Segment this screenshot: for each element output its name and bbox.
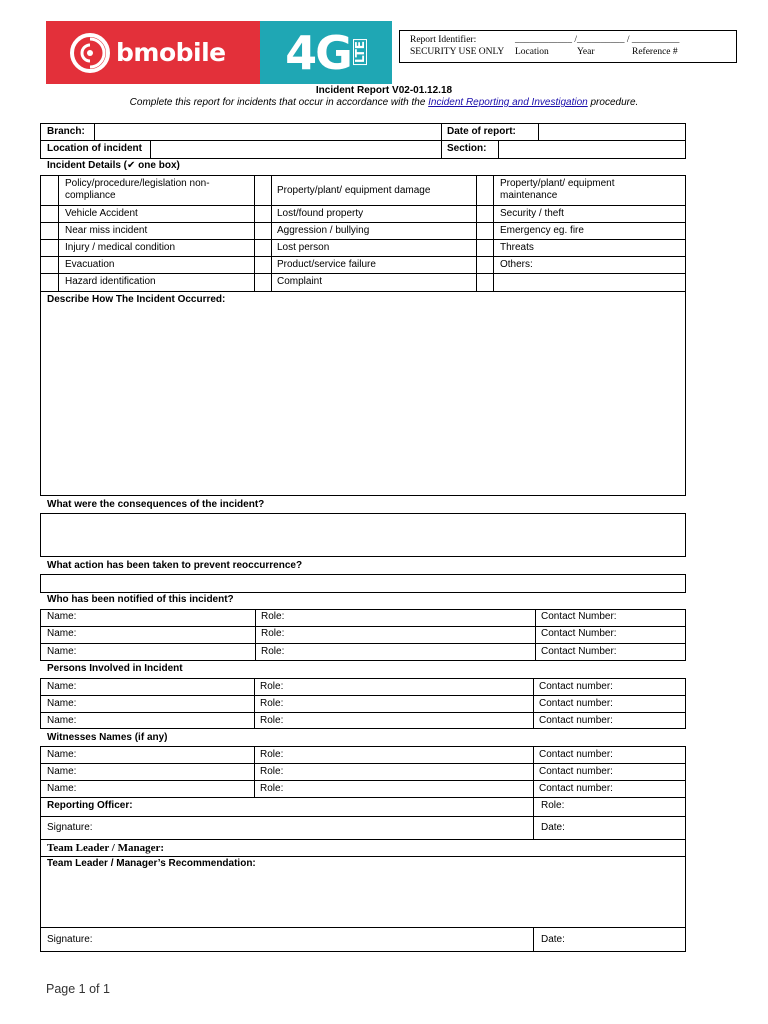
swirl-icon <box>68 31 112 75</box>
notified-name-2[interactable]: Name: <box>47 628 77 639</box>
checkbox-others[interactable] <box>477 257 493 273</box>
checkbox-property-maintenance[interactable] <box>477 176 493 205</box>
location-label: Location of incident <box>47 143 142 154</box>
witness-name-1[interactable]: Name: <box>47 749 77 760</box>
person-name-3[interactable]: Name: <box>47 715 77 726</box>
brand-name: bmobile <box>116 38 226 67</box>
date-of-report-label: Date of report: <box>447 126 516 137</box>
person-role-3[interactable]: Role: <box>260 715 284 726</box>
type-property-maintenance: Property/plant/ equipment maintenance <box>500 178 615 201</box>
action-input[interactable] <box>40 574 686 593</box>
checkbox-property-damage[interactable] <box>255 176 271 205</box>
describe-incident-area[interactable] <box>40 291 686 496</box>
notified-contact-3[interactable]: Contact Number: <box>541 646 617 657</box>
recommendation-label: Team Leader / Manager’s Recommendation: <box>47 858 256 869</box>
reporting-officer-role[interactable]: Role: <box>541 800 565 811</box>
witness-name-3[interactable]: Name: <box>47 783 77 794</box>
type-lost-person: Lost person <box>277 242 330 253</box>
consequences-label: What were the consequences of the incident? <box>47 499 265 510</box>
witness-role-3[interactable]: Role: <box>260 783 284 794</box>
type-security-theft: Security / theft <box>500 208 564 219</box>
checkbox-injury[interactable] <box>41 240 58 256</box>
witness-contact-3[interactable]: Contact number: <box>539 783 613 794</box>
checkbox-product-failure[interactable] <box>255 257 271 273</box>
page-number: Page 1 of 1 <box>46 982 110 996</box>
procedure-link[interactable]: Incident Reporting and Investigation <box>428 97 588 108</box>
notified-role-2[interactable]: Role: <box>261 628 285 639</box>
type-policy: Policy/procedure/legislation non-compliance <box>65 178 210 201</box>
location-input[interactable] <box>152 141 440 158</box>
bmobile-logo <box>46 21 260 84</box>
notified-role-3[interactable]: Role: <box>261 646 285 657</box>
notified-label: Who has been notified of this incident? <box>47 594 234 605</box>
type-lost-found: Lost/found property <box>277 208 364 219</box>
witness-role-1[interactable]: Role: <box>260 749 284 760</box>
person-name-1[interactable]: Name: <box>47 681 77 692</box>
person-name-2[interactable]: Name: <box>47 698 77 709</box>
date-of-report-input[interactable] <box>540 124 685 139</box>
checkbox-blank[interactable] <box>477 274 493 291</box>
witness-contact-1[interactable]: Contact number: <box>539 749 613 760</box>
person-contact-1[interactable]: Contact number: <box>539 681 613 692</box>
report-identifier-label: Report Identifier: <box>410 35 477 45</box>
person-contact-3[interactable]: Contact number: <box>539 715 613 726</box>
checkbox-emergency[interactable] <box>477 223 493 239</box>
report-identifier-box <box>399 30 737 63</box>
witness-contact-2[interactable]: Contact number: <box>539 766 613 777</box>
checkbox-hazard[interactable] <box>41 274 58 291</box>
manager-date[interactable]: Date: <box>541 934 565 945</box>
report-identifier-blanks[interactable]: ____________ /__________ / __________ <box>515 35 680 45</box>
team-leader-label: Team Leader / Manager: <box>47 842 165 854</box>
type-aggression: Aggression / bullying <box>277 225 370 236</box>
section-input[interactable] <box>500 141 685 158</box>
subtitle-text: Complete this report for incidents that occur in accordance with the <box>129 97 426 108</box>
4g-lte-logo <box>260 21 392 84</box>
checkbox-security-theft[interactable] <box>477 206 493 222</box>
page-subtitle <box>0 97 768 108</box>
type-threats: Threats <box>500 242 534 253</box>
type-vehicle-accident: Vehicle Accident <box>65 208 138 219</box>
branch-label: Branch: <box>47 126 85 137</box>
page-title: Incident Report V02-01.12.18 <box>315 85 453 96</box>
checkbox-lost-person[interactable] <box>255 240 271 256</box>
type-evacuation: Evacuation <box>65 259 115 270</box>
company-logo <box>46 21 392 84</box>
notified-contact-2[interactable]: Contact Number: <box>541 628 617 639</box>
type-property-damage: Property/plant/ equipment damage <box>277 185 431 196</box>
checkbox-threats[interactable] <box>477 240 493 256</box>
witness-role-2[interactable]: Role: <box>260 766 284 777</box>
type-near-miss: Near miss incident <box>65 225 148 236</box>
describe-label: Describe How The Incident Occurred: <box>47 294 226 305</box>
person-role-2[interactable]: Role: <box>260 698 284 709</box>
person-contact-2[interactable]: Contact number: <box>539 698 613 709</box>
reporting-officer-table <box>40 797 686 840</box>
witnesses-label: Witnesses Names (if any) <box>47 732 168 743</box>
notified-contact-1[interactable]: Contact Number: <box>541 611 617 622</box>
type-emergency: Emergency eg. fire <box>500 225 584 236</box>
branch-input[interactable] <box>96 124 440 139</box>
reporting-officer-label[interactable]: Reporting Officer: <box>47 800 133 811</box>
officer-date[interactable]: Date: <box>541 822 565 833</box>
checkbox-near-miss[interactable] <box>41 223 58 239</box>
action-label: What action has been taken to prevent reoccurrence? <box>47 560 303 571</box>
type-product-failure: Product/service failure <box>277 259 376 270</box>
incident-details-label: Incident Details (✔ one box) <box>47 160 180 171</box>
location-caption: Location <box>515 47 549 57</box>
reference-caption: Reference # <box>632 47 678 57</box>
witness-name-2[interactable]: Name: <box>47 766 77 777</box>
consequences-input[interactable] <box>40 513 686 557</box>
recommendation-input[interactable] <box>41 872 685 927</box>
network-suffix: LTE <box>352 41 367 64</box>
network-label: 4G <box>285 25 351 80</box>
checkbox-evacuation[interactable] <box>41 257 58 273</box>
checkbox-vehicle-accident[interactable] <box>41 206 58 222</box>
security-use-only: SECURITY USE ONLY <box>410 47 505 57</box>
officer-signature[interactable]: Signature: <box>47 822 93 833</box>
type-others: Others: <box>500 259 533 270</box>
notified-name-3[interactable]: Name: <box>47 646 77 657</box>
type-complaint: Complaint <box>277 276 323 287</box>
checkbox-policy[interactable] <box>41 176 58 205</box>
checkbox-complaint[interactable] <box>255 274 271 291</box>
notified-role-1[interactable]: Role: <box>261 611 285 622</box>
type-hazard: Hazard identification <box>65 276 156 287</box>
manager-signature[interactable]: Signature: <box>47 934 93 945</box>
person-role-1[interactable]: Role: <box>260 681 284 692</box>
notified-name-1[interactable]: Name: <box>47 611 77 622</box>
section-label: Section: <box>447 143 487 154</box>
type-injury: Injury / medical condition <box>65 242 176 253</box>
year-caption: Year <box>577 47 595 57</box>
subtitle-end: procedure. <box>590 97 639 108</box>
checkbox-lost-found[interactable] <box>255 206 271 222</box>
checkbox-aggression[interactable] <box>255 223 271 239</box>
persons-label: Persons Involved in Incident <box>47 663 183 674</box>
